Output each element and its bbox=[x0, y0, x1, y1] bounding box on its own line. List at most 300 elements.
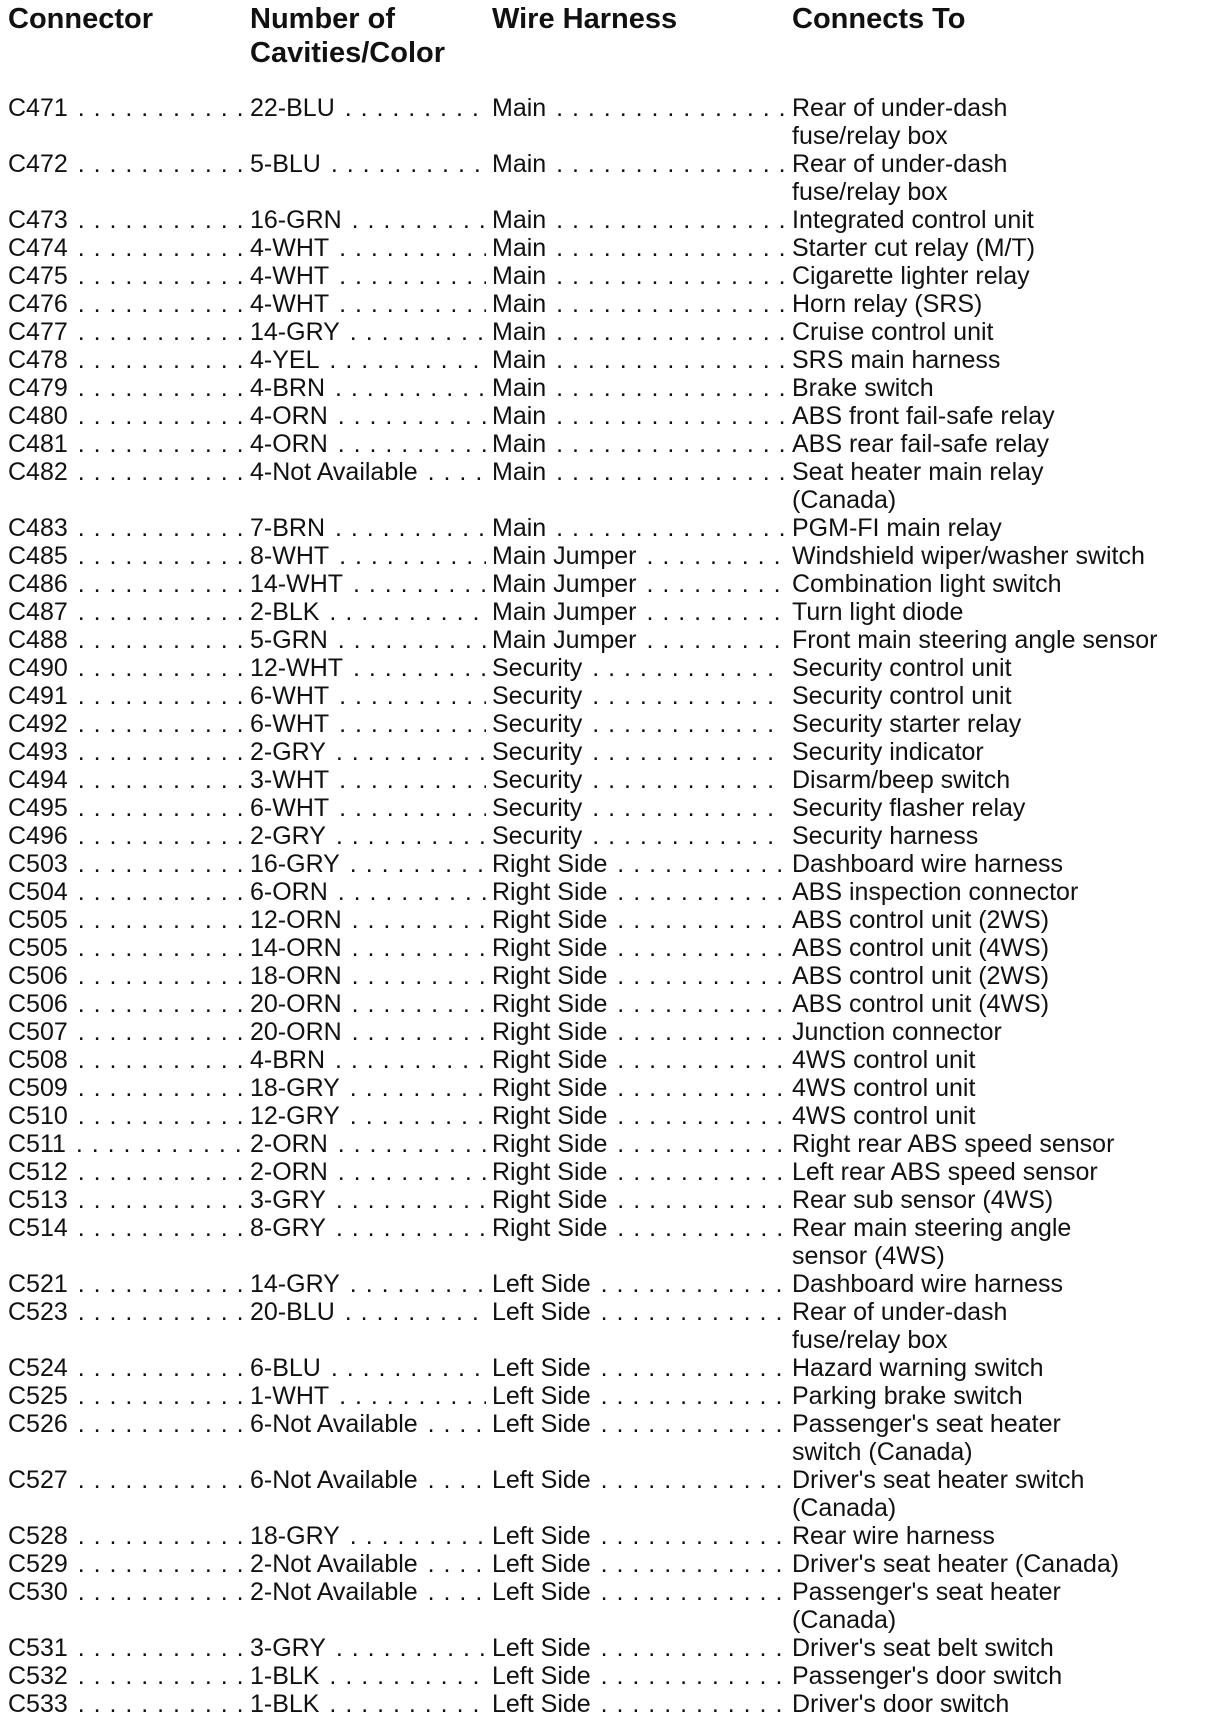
wire-harness: Right Side bbox=[492, 1214, 608, 1242]
cavities-color: 4-WHT bbox=[250, 290, 330, 318]
connects-to-line: Right rear ABS speed sensor bbox=[792, 1130, 1115, 1158]
connects-to-cell bbox=[792, 1354, 1208, 1382]
connects-to-line: Driver's door switch bbox=[792, 1690, 1010, 1718]
connects-to-cell bbox=[792, 878, 1208, 906]
cavities-color: 4-BRN bbox=[250, 374, 326, 402]
table-row bbox=[8, 1298, 1208, 1354]
connects-to-cell bbox=[792, 822, 1208, 850]
wire-harness-cell bbox=[492, 206, 784, 234]
connector-id: C529 bbox=[8, 1550, 68, 1578]
connects-to-cell bbox=[792, 1046, 1208, 1074]
connector-id: C511 bbox=[8, 1130, 66, 1158]
connector-id: C512 bbox=[8, 1158, 68, 1186]
cavities-color: 1-BLK bbox=[250, 1690, 320, 1718]
cavities-color: 2-ORN bbox=[250, 1158, 328, 1186]
wire-harness-cell bbox=[492, 1522, 784, 1550]
connects-to-line: Brake switch bbox=[792, 374, 934, 402]
connector-id: C509 bbox=[8, 1074, 68, 1102]
connector-id: C471 bbox=[8, 94, 68, 122]
connector-id-cell bbox=[8, 1354, 244, 1382]
wire-harness: Right Side bbox=[492, 1046, 608, 1074]
connector-id-cell bbox=[8, 990, 244, 1018]
connector-id: C492 bbox=[8, 710, 68, 738]
cavities-color-cell bbox=[250, 934, 486, 962]
connector-id-cell bbox=[8, 542, 244, 570]
connects-to-cell bbox=[792, 290, 1208, 318]
cavities-color: 12-GRY bbox=[250, 1102, 340, 1130]
cavities-color: 8-GRY bbox=[250, 1214, 326, 1242]
connects-to-line: Disarm/beep switch bbox=[792, 766, 1011, 794]
connects-to-cell bbox=[792, 430, 1208, 458]
connector-id: C480 bbox=[8, 402, 68, 430]
table-row bbox=[8, 794, 1208, 822]
connector-id-cell bbox=[8, 1102, 244, 1130]
cavities-color-cell bbox=[250, 1410, 486, 1438]
wire-harness: Left Side bbox=[492, 1550, 591, 1578]
table-row bbox=[8, 234, 1208, 262]
cavities-color-cell bbox=[250, 1186, 486, 1214]
connector-id-cell bbox=[8, 1690, 244, 1718]
wire-harness-cell bbox=[492, 906, 784, 934]
cavities-color-cell bbox=[250, 1662, 486, 1690]
wire-harness: Left Side bbox=[492, 1270, 591, 1298]
cavities-color: 4-ORN bbox=[250, 430, 328, 458]
connects-to-line: Rear wire harness bbox=[792, 1522, 995, 1550]
connector-id-cell bbox=[8, 1214, 244, 1242]
wire-harness-cell bbox=[492, 626, 784, 654]
cavities-color-cell bbox=[250, 878, 486, 906]
wire-harness-cell bbox=[492, 1578, 784, 1606]
wire-harness-cell bbox=[492, 878, 784, 906]
cavities-color-cell bbox=[250, 962, 486, 990]
connects-to-line: ABS control unit (4WS) bbox=[792, 990, 1050, 1018]
connects-to-cell bbox=[792, 1634, 1208, 1662]
wire-harness-cell bbox=[492, 430, 784, 458]
table-row bbox=[8, 542, 1208, 570]
cavities-color-cell bbox=[250, 206, 486, 234]
wire-harness: Right Side bbox=[492, 990, 608, 1018]
connects-to-line: Security control unit bbox=[792, 682, 1012, 710]
table-row bbox=[8, 1158, 1208, 1186]
wire-harness-cell bbox=[492, 1410, 784, 1438]
header-cavities-line2: Cavities/Color bbox=[250, 37, 445, 69]
wire-harness: Right Side bbox=[492, 1102, 608, 1130]
cavities-color: 7-BRN bbox=[250, 514, 326, 542]
wire-harness: Security bbox=[492, 654, 583, 682]
connects-to-line: Dashboard wire harness bbox=[792, 1270, 1063, 1298]
wire-harness: Right Side bbox=[492, 962, 608, 990]
wire-harness: Main Jumper bbox=[492, 570, 637, 598]
table-row bbox=[8, 514, 1208, 542]
wire-harness-cell bbox=[492, 1018, 784, 1046]
connects-to-cell bbox=[792, 794, 1208, 822]
cavities-color: 18-ORN bbox=[250, 962, 342, 990]
wire-harness: Left Side bbox=[492, 1578, 591, 1606]
connector-id: C527 bbox=[8, 1466, 68, 1494]
connects-to-cell bbox=[792, 962, 1208, 990]
connects-to-line: 4WS control unit bbox=[792, 1046, 976, 1074]
connects-to-cell bbox=[792, 542, 1208, 570]
wire-harness-cell bbox=[492, 598, 784, 626]
connector-id: C494 bbox=[8, 766, 68, 794]
connector-id: C477 bbox=[8, 318, 68, 346]
wire-harness-cell bbox=[492, 1354, 784, 1382]
table-row bbox=[8, 290, 1208, 318]
connector-id-cell bbox=[8, 374, 244, 402]
connector-id-cell bbox=[8, 1158, 244, 1186]
wire-harness: Main Jumper bbox=[492, 598, 637, 626]
table-row bbox=[8, 570, 1208, 598]
cavities-color-cell bbox=[250, 1354, 486, 1382]
connector-id: C521 bbox=[8, 1270, 68, 1298]
cavities-color-cell bbox=[250, 150, 486, 178]
table-row bbox=[8, 1102, 1208, 1130]
connects-to-cell bbox=[792, 234, 1208, 262]
connects-to-line: Rear of under-dash bbox=[792, 150, 1008, 178]
cavities-color: 6-WHT bbox=[250, 682, 330, 710]
wire-harness: Main bbox=[492, 234, 547, 262]
table-row bbox=[8, 1018, 1208, 1046]
table-row bbox=[8, 822, 1208, 850]
connects-to-line: Dashboard wire harness bbox=[792, 850, 1063, 878]
connects-to-line: fuse/relay box bbox=[792, 122, 948, 150]
header-connector: Connector bbox=[8, 3, 153, 35]
connects-to-line: Driver's seat belt switch bbox=[792, 1634, 1054, 1662]
cavities-color-cell bbox=[250, 598, 486, 626]
cavities-color-cell bbox=[250, 990, 486, 1018]
wire-harness: Main bbox=[492, 430, 547, 458]
table-row bbox=[8, 430, 1208, 458]
connector-id: C505 bbox=[8, 934, 68, 962]
wire-harness-cell bbox=[492, 458, 784, 486]
header-cavities-line1: Number of bbox=[250, 3, 395, 35]
connector-id: C506 bbox=[8, 962, 68, 990]
connects-to-line: fuse/relay box bbox=[792, 1326, 948, 1354]
connects-to-cell bbox=[792, 906, 1208, 934]
table-row bbox=[8, 1186, 1208, 1214]
cavities-color: 18-GRY bbox=[250, 1074, 340, 1102]
table-row bbox=[8, 598, 1208, 626]
cavities-color-cell bbox=[250, 1046, 486, 1074]
connector-id-cell bbox=[8, 458, 244, 486]
connects-to-line: sensor (4WS) bbox=[792, 1242, 945, 1270]
connects-to-cell bbox=[792, 346, 1208, 374]
connector-id: C479 bbox=[8, 374, 68, 402]
wire-harness-cell bbox=[492, 654, 784, 682]
wire-harness: Main bbox=[492, 346, 547, 374]
cavities-color: 4-Not Available bbox=[250, 458, 418, 486]
table-row bbox=[8, 850, 1208, 878]
connector-id: C513 bbox=[8, 1186, 68, 1214]
wire-harness: Right Side bbox=[492, 850, 608, 878]
connects-to-line: (Canada) bbox=[792, 486, 897, 514]
wire-harness-cell bbox=[492, 318, 784, 346]
cavities-color: 2-GRY bbox=[250, 738, 326, 766]
connects-to-line: ABS inspection connector bbox=[792, 878, 1079, 906]
connects-to-cell bbox=[792, 374, 1208, 402]
cavities-color: 8-WHT bbox=[250, 542, 330, 570]
connector-id-cell bbox=[8, 626, 244, 654]
table-row bbox=[8, 262, 1208, 290]
cavities-color: 2-Not Available bbox=[250, 1578, 418, 1606]
wire-harness-cell bbox=[492, 990, 784, 1018]
wire-harness: Main bbox=[492, 458, 547, 486]
connects-to-cell bbox=[792, 1382, 1208, 1410]
wire-harness-cell bbox=[492, 850, 784, 878]
wire-harness: Security bbox=[492, 822, 583, 850]
wire-harness-cell bbox=[492, 94, 784, 122]
cavities-color: 20-ORN bbox=[250, 1018, 342, 1046]
cavities-color-cell bbox=[250, 514, 486, 542]
connector-id: C483 bbox=[8, 514, 68, 542]
wire-harness: Left Side bbox=[492, 1382, 591, 1410]
connector-id-cell bbox=[8, 1466, 244, 1494]
table-row bbox=[8, 906, 1208, 934]
wire-harness: Main bbox=[492, 94, 547, 122]
wire-harness: Right Side bbox=[492, 1158, 608, 1186]
connects-to-cell bbox=[792, 458, 1208, 514]
connects-to-cell bbox=[792, 1298, 1208, 1354]
connects-to-line: Passenger's seat heater bbox=[792, 1410, 1061, 1438]
wire-harness-cell bbox=[492, 794, 784, 822]
connector-id-cell bbox=[8, 934, 244, 962]
connector-id: C486 bbox=[8, 570, 68, 598]
connects-to-line: 4WS control unit bbox=[792, 1074, 976, 1102]
cavities-color: 18-GRY bbox=[250, 1522, 340, 1550]
table-row bbox=[8, 738, 1208, 766]
connector-id: C474 bbox=[8, 234, 68, 262]
wire-harness: Security bbox=[492, 738, 583, 766]
connects-to-line: switch (Canada) bbox=[792, 1438, 973, 1466]
table-row bbox=[8, 878, 1208, 906]
wire-harness: Main bbox=[492, 290, 547, 318]
connects-to-line: Security control unit bbox=[792, 654, 1012, 682]
wire-harness: Security bbox=[492, 766, 583, 794]
cavities-color: 20-ORN bbox=[250, 990, 342, 1018]
connector-id-cell bbox=[8, 1074, 244, 1102]
cavities-color-cell bbox=[250, 1690, 486, 1718]
cavities-color: 12-WHT bbox=[250, 654, 344, 682]
connector-id-cell bbox=[8, 710, 244, 738]
wire-harness: Main bbox=[492, 318, 547, 346]
connector-id: C510 bbox=[8, 1102, 68, 1130]
table-row bbox=[8, 1578, 1208, 1634]
connects-to-cell bbox=[792, 598, 1208, 626]
cavities-color-cell bbox=[250, 262, 486, 290]
cavities-color-cell bbox=[250, 458, 486, 486]
cavities-color-cell bbox=[250, 346, 486, 374]
wire-harness: Security bbox=[492, 682, 583, 710]
connects-to-cell bbox=[792, 1550, 1208, 1578]
table-header bbox=[8, 2, 1208, 94]
connects-to-cell bbox=[792, 1074, 1208, 1102]
table-row bbox=[8, 1662, 1208, 1690]
cavities-color: 14-GRY bbox=[250, 318, 340, 346]
connector-id-cell bbox=[8, 1018, 244, 1046]
connector-id-cell bbox=[8, 766, 244, 794]
connector-id: C481 bbox=[8, 430, 68, 458]
header-harness: Wire Harness bbox=[492, 3, 678, 35]
connects-to-line: Turn light diode bbox=[792, 598, 964, 626]
table-row bbox=[8, 1410, 1208, 1466]
connects-to-cell bbox=[792, 262, 1208, 290]
connects-to-line: Front main steering angle sensor bbox=[792, 626, 1158, 654]
connects-to-line: Cruise control unit bbox=[792, 318, 994, 346]
connects-to-line: Left rear ABS speed sensor bbox=[792, 1158, 1098, 1186]
wire-harness-cell bbox=[492, 1270, 784, 1298]
cavities-color-cell bbox=[250, 290, 486, 318]
cavities-color: 3-GRY bbox=[250, 1634, 326, 1662]
connector-id: C475 bbox=[8, 262, 68, 290]
table-row bbox=[8, 990, 1208, 1018]
connects-to-line: Windshield wiper/washer switch bbox=[792, 542, 1145, 570]
connector-id: C482 bbox=[8, 458, 68, 486]
connector-id-cell bbox=[8, 1298, 244, 1326]
cavities-color-cell bbox=[250, 1074, 486, 1102]
cavities-color-cell bbox=[250, 1214, 486, 1242]
connector-id: C506 bbox=[8, 990, 68, 1018]
cavities-color: 22-BLU bbox=[250, 94, 335, 122]
wire-harness: Right Side bbox=[492, 1074, 608, 1102]
cavities-color: 14-ORN bbox=[250, 934, 342, 962]
connector-id: C488 bbox=[8, 626, 68, 654]
connector-id-cell bbox=[8, 94, 244, 122]
connects-to-cell bbox=[792, 1522, 1208, 1550]
wire-harness-cell bbox=[492, 514, 784, 542]
connector-id-cell bbox=[8, 738, 244, 766]
cavities-color: 4-ORN bbox=[250, 402, 328, 430]
connector-id: C533 bbox=[8, 1690, 68, 1718]
connector-id: C490 bbox=[8, 654, 68, 682]
wire-harness: Left Side bbox=[492, 1522, 591, 1550]
connector-id-cell bbox=[8, 1270, 244, 1298]
connects-to-cell bbox=[792, 1102, 1208, 1130]
connects-to-cell bbox=[792, 682, 1208, 710]
connector-id: C505 bbox=[8, 906, 68, 934]
table-row bbox=[8, 1690, 1208, 1718]
wire-harness: Main bbox=[492, 262, 547, 290]
cavities-color-cell bbox=[250, 654, 486, 682]
cavities-color: 4-BRN bbox=[250, 1046, 326, 1074]
connector-id: C531 bbox=[8, 1634, 68, 1662]
cavities-color-cell bbox=[250, 710, 486, 738]
wire-harness: Left Side bbox=[492, 1690, 591, 1718]
cavities-color: 5-BLU bbox=[250, 150, 321, 178]
connector-id-cell bbox=[8, 822, 244, 850]
table-row bbox=[8, 654, 1208, 682]
wire-harness-cell bbox=[492, 262, 784, 290]
cavities-color-cell bbox=[250, 850, 486, 878]
table-row bbox=[8, 458, 1208, 514]
connector-id-cell bbox=[8, 514, 244, 542]
connects-to-cell bbox=[792, 1018, 1208, 1046]
wire-harness: Left Side bbox=[492, 1634, 591, 1662]
wire-harness: Right Side bbox=[492, 934, 608, 962]
table-row bbox=[8, 1074, 1208, 1102]
table-row bbox=[8, 1214, 1208, 1270]
connector-id-cell bbox=[8, 262, 244, 290]
connector-id: C485 bbox=[8, 542, 68, 570]
connects-to-cell bbox=[792, 318, 1208, 346]
wire-harness: Right Side bbox=[492, 1018, 608, 1046]
connects-to-line: PGM-FI main relay bbox=[792, 514, 1002, 542]
cavities-color-cell bbox=[250, 1634, 486, 1662]
connector-id-cell bbox=[8, 906, 244, 934]
connector-id-cell bbox=[8, 1382, 244, 1410]
wire-harness: Main bbox=[492, 514, 547, 542]
wire-harness-cell bbox=[492, 682, 784, 710]
connector-id-cell bbox=[8, 878, 244, 906]
connects-to-cell bbox=[792, 1578, 1208, 1634]
cavities-color-cell bbox=[250, 1298, 486, 1326]
wire-harness-cell bbox=[492, 1466, 784, 1494]
wire-harness-cell bbox=[492, 150, 784, 178]
wire-harness: Left Side bbox=[492, 1466, 591, 1494]
connects-to-cell bbox=[792, 1130, 1208, 1158]
cavities-color-cell bbox=[250, 906, 486, 934]
connector-id-cell bbox=[8, 318, 244, 346]
header-connects-to: Connects To bbox=[792, 3, 966, 35]
wire-harness-cell bbox=[492, 710, 784, 738]
table-row bbox=[8, 1354, 1208, 1382]
connects-to-cell bbox=[792, 1214, 1208, 1270]
wire-harness-cell bbox=[492, 1298, 784, 1326]
cavities-color: 16-GRY bbox=[250, 850, 340, 878]
table-row bbox=[8, 150, 1208, 206]
cavities-color-cell bbox=[250, 766, 486, 794]
cavities-color: 16-GRN bbox=[250, 206, 342, 234]
wire-harness-cell bbox=[492, 570, 784, 598]
connects-to-line: ABS control unit (2WS) bbox=[792, 962, 1050, 990]
connector-id: C478 bbox=[8, 346, 68, 374]
cavities-color: 20-BLU bbox=[250, 1298, 335, 1326]
cavities-color: 14-GRY bbox=[250, 1270, 340, 1298]
cavities-color-cell bbox=[250, 822, 486, 850]
cavities-color-cell bbox=[250, 1102, 486, 1130]
connects-to-line: Cigarette lighter relay bbox=[792, 262, 1030, 290]
wire-harness-cell bbox=[492, 1634, 784, 1662]
connector-id: C487 bbox=[8, 598, 68, 626]
connects-to-cell bbox=[792, 94, 1208, 150]
cavities-color-cell bbox=[250, 1018, 486, 1046]
connects-to-cell bbox=[792, 1270, 1208, 1298]
cavities-color-cell bbox=[250, 430, 486, 458]
connector-id-cell bbox=[8, 1662, 244, 1690]
connects-to-line: ABS rear fail-safe relay bbox=[792, 430, 1050, 458]
cavities-color-cell bbox=[250, 1466, 486, 1494]
cavities-color: 6-Not Available bbox=[250, 1410, 418, 1438]
connects-to-line: Horn relay (SRS) bbox=[792, 290, 983, 318]
wire-harness-cell bbox=[492, 1158, 784, 1186]
cavities-color-cell bbox=[250, 1130, 486, 1158]
connector-id: C530 bbox=[8, 1578, 68, 1606]
connects-to-line: Passenger's seat heater bbox=[792, 1578, 1061, 1606]
cavities-color: 2-BLK bbox=[250, 598, 320, 626]
connector-id-cell bbox=[8, 794, 244, 822]
connects-to-cell bbox=[792, 402, 1208, 430]
wire-harness-cell bbox=[492, 1130, 784, 1158]
connects-to-line: Seat heater main relay bbox=[792, 458, 1044, 486]
wire-harness: Main bbox=[492, 402, 547, 430]
cavities-color-cell bbox=[250, 682, 486, 710]
connector-id: C472 bbox=[8, 150, 68, 178]
wire-harness: Right Side bbox=[492, 878, 608, 906]
cavities-color: 5-GRN bbox=[250, 626, 328, 654]
connects-to-cell bbox=[792, 1186, 1208, 1214]
cavities-color-cell bbox=[250, 94, 486, 122]
wire-harness-cell bbox=[492, 1382, 784, 1410]
connects-to-cell bbox=[792, 850, 1208, 878]
